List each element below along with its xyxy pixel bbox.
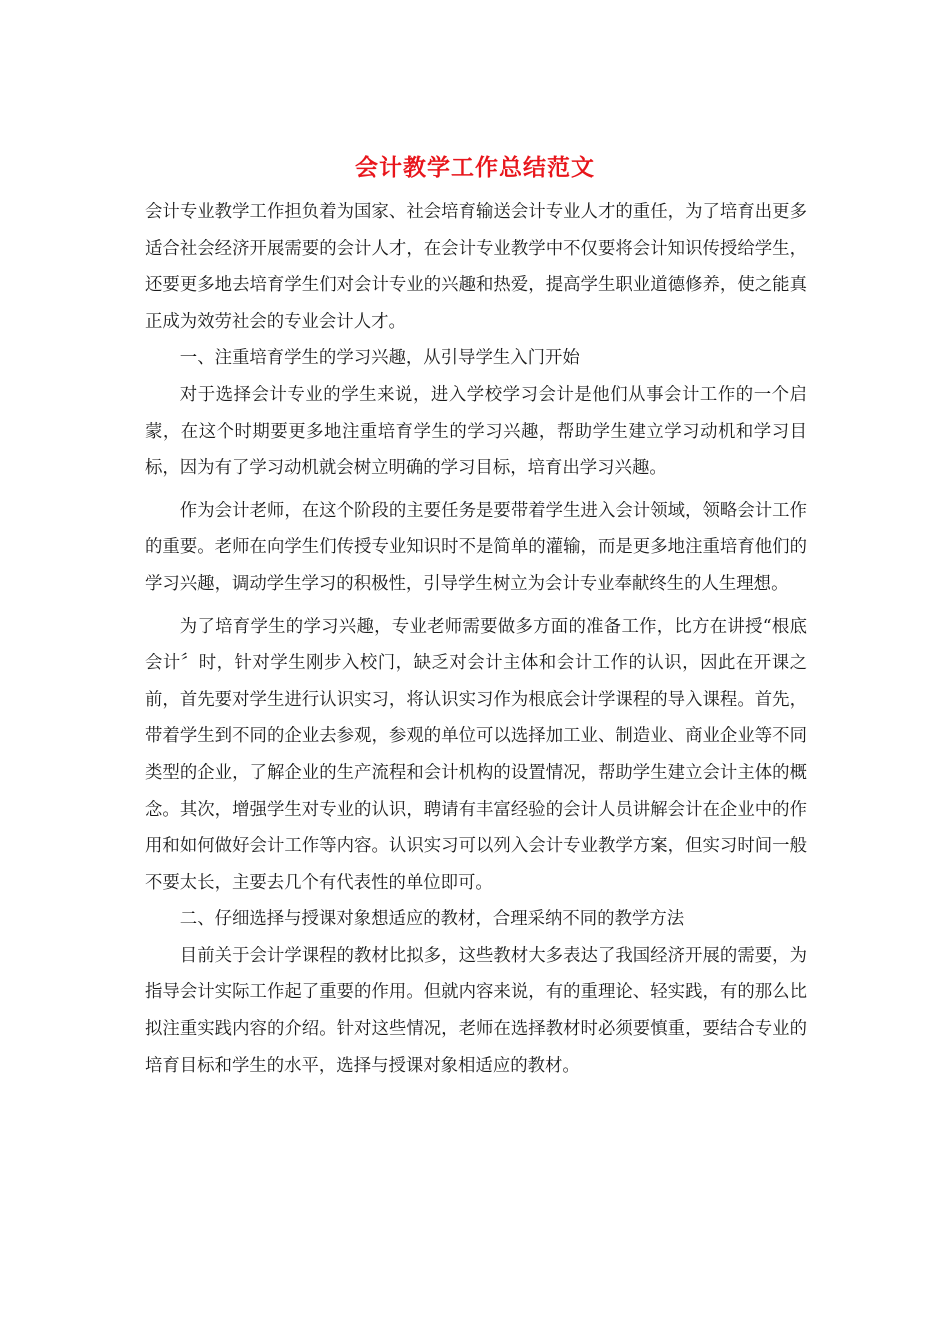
body-paragraph: 对于选择会计专业的学生来说，进入学校学习会计是他们从事会计工作的一个启蒙，在这个时期要更多地注重培育学生的学习兴趣，帮助学生建立学习动机和学习目标，因为有了学习动机就会树立明确的学习目标，培育出学习兴趣。: [145, 384, 807, 479]
body-paragraph: 为了培育学生的学习兴趣，专业老师需要做多方面的准备工作，比方在讲授“根底会计〞时，针对学生刚步入校门，缺乏对会计主体和会计工作的认识，因此在开课之前，首先要对学生进行认识实习，将认识实习作为根底会计学课程的导入课程。首先，带着学生到不同的企业去参观，参观的单位可以选择加工业、制造业、商业企业等不同类型的企业，了解企业的生产流程和会计机构的设置情况，帮助学生建立会计主体的概念。其次，增强学生对专业的认识，聘请有丰富经验的会计人员讲解会计在企业中的作用和如何做好会计工作等内容。认识实习可以列入会计专业教学方案，但实习时间一般不要太长，主要去几个有代表性的单位即可。: [145, 616, 807, 893]
section-heading-2: 二、仔细选择与授课对象想适应的教材，合理采纳不同的教学方法: [179, 909, 685, 930]
body-paragraph: 作为会计老师，在这个阶段的主要任务是要带着学生进入会计领域，领略会计工作的重要。老师在向学生们传授专业知识时不是简单的灌输，而是更多地注重培育他们的学习兴趣，调动学生学习的积极性，引导学生树立为会计专业奉献终生的人生理想。: [145, 500, 807, 594]
document-body: [145, 194, 807, 1084]
intro-paragraph: 会计专业教学工作担负着为国家、社会培育输送会计专业人才的重任，为了培育出更多适合社会经济开展需要的会计人才，在会计专业教学中不仅要将会计知识传授给学生，还要更多地去培育学生们对会计专业的兴趣和热爱，提高学生职业道德修养，使之能真正成为效劳社会的专业会计人才。: [145, 202, 807, 332]
section-heading-1: 一、注重培育学生的学习兴趣，从引导学生入门开始: [179, 348, 580, 369]
document-title: 会计教学工作总结范文: [355, 154, 595, 181]
body-paragraph: 目前关于会计学课程的教材比拟多，这些教材大多表达了我国经济开展的需要，为指导会计实际工作起了重要的作用。但就内容来说，有的重理论、轻实践，有的那么比拟注重实践内容的介绍。针对这些情况，老师在选择教材时必须要慎重，要结合专业的培育目标和学生的水平，选择与授课对象相适应的教材。: [145, 945, 807, 1076]
